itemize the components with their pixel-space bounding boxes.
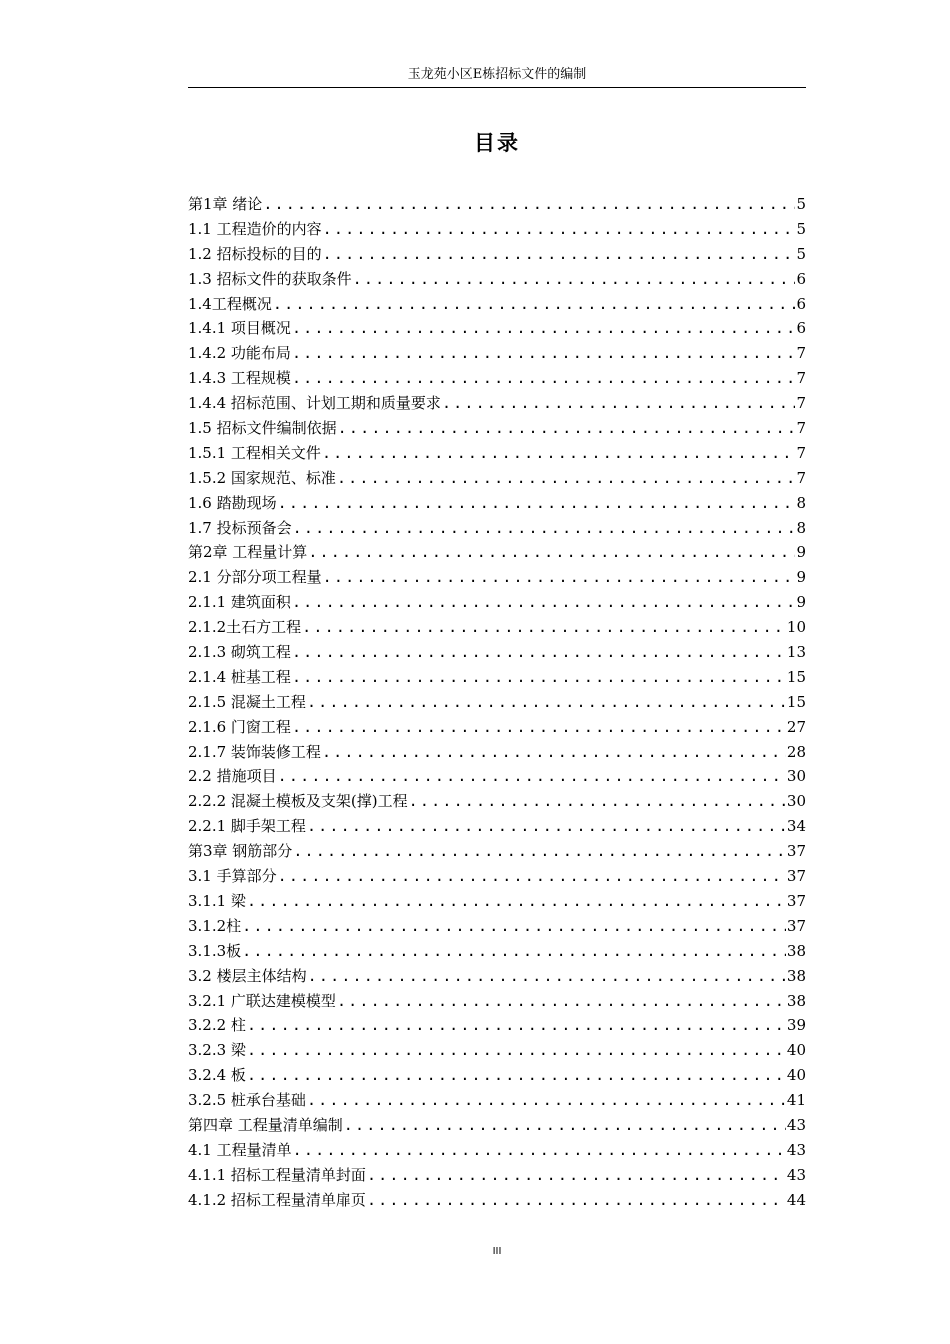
toc-dot-leader [292, 590, 796, 615]
toc-entry-page-number: 10 [786, 618, 806, 637]
toc-dot-leader [278, 491, 796, 516]
toc-entry-page-number: 43 [786, 1115, 806, 1134]
toc-dot-leader [292, 366, 796, 391]
toc-entry-page-number: 9 [796, 568, 806, 587]
toc-entry[interactable] [188, 740, 806, 765]
toc-entry-page-number: 43 [786, 1140, 806, 1159]
toc-entry-page-number: 7 [796, 344, 806, 363]
toc-entry-page-number: 7 [796, 394, 806, 413]
toc-entry[interactable] [188, 267, 806, 292]
toc-entry-page-number: 15 [786, 692, 806, 711]
toc-entry-page-number: 38 [786, 941, 806, 960]
toc-entry-label: 1.4.1 项目概况 [188, 319, 291, 338]
toc-entry[interactable] [188, 590, 806, 615]
toc-entry-page-number: 5 [796, 244, 806, 263]
toc-entry-page-number: 8 [796, 518, 806, 537]
toc-entry[interactable] [188, 1013, 806, 1038]
toc-entry-label: 4.1.1 招标工程量清单封面 [188, 1165, 366, 1184]
toc-dot-leader [247, 1063, 786, 1088]
toc-dot-leader [242, 939, 786, 964]
toc-entry[interactable] [188, 814, 806, 839]
toc-entry-label: 3.1.2柱 [188, 916, 242, 935]
toc-dot-leader [292, 715, 786, 740]
toc-entry-label: 3.2.4 板 [188, 1066, 246, 1085]
toc-entry-page-number: 37 [786, 867, 806, 886]
toc-entry[interactable] [188, 416, 806, 441]
toc-entry-page-number: 43 [786, 1165, 806, 1184]
toc-entry[interactable] [188, 192, 806, 217]
toc-entry-page-number: 6 [796, 319, 806, 338]
toc-entry[interactable] [188, 665, 806, 690]
toc-entry[interactable] [188, 516, 806, 541]
toc-entry[interactable] [188, 914, 806, 939]
toc-dot-leader [338, 416, 796, 441]
toc-dot-leader [308, 540, 795, 565]
toc-entry[interactable] [188, 391, 806, 416]
table-of-contents [188, 192, 806, 1213]
toc-entry-label: 1.7 投标预备会 [188, 518, 292, 537]
toc-entry-label: 第2章 工程量计算 [188, 543, 308, 562]
toc-dot-leader [278, 864, 786, 889]
toc-entry[interactable] [188, 341, 806, 366]
toc-entry-label: 1.6 踏勘现场 [188, 493, 277, 512]
toc-entry[interactable] [188, 690, 806, 715]
toc-entry[interactable] [188, 466, 806, 491]
toc-entry[interactable] [188, 217, 806, 242]
toc-entry[interactable] [188, 939, 806, 964]
toc-dot-leader [293, 516, 796, 541]
toc-entry[interactable] [188, 839, 806, 864]
toc-entry[interactable] [188, 491, 806, 516]
toc-entry-label: 第四章 工程量清单编制 [188, 1115, 343, 1134]
toc-entry-page-number: 30 [786, 792, 806, 811]
toc-entry[interactable] [188, 640, 806, 665]
toc-entry-page-number: 38 [786, 991, 806, 1010]
toc-entry-page-number: 7 [796, 369, 806, 388]
toc-entry-label: 3.2.2 柱 [188, 1016, 246, 1035]
toc-dot-leader [292, 665, 786, 690]
toc-entry-page-number: 40 [786, 1066, 806, 1085]
toc-entry-page-number: 28 [786, 742, 806, 761]
toc-entry-page-number: 15 [786, 667, 806, 686]
toc-entry-label: 2.2 措施项目 [188, 767, 277, 786]
toc-entry-label: 2.1.3 砌筑工程 [188, 643, 291, 662]
toc-dot-leader [307, 1088, 786, 1113]
toc-entry-label: 1.5.2 国家规范、标准 [188, 468, 336, 487]
toc-entry-label: 2.1.6 门窗工程 [188, 717, 291, 736]
toc-entry-label: 4.1 工程量清单 [188, 1140, 292, 1159]
toc-entry[interactable] [188, 1163, 806, 1188]
toc-entry-page-number: 37 [786, 891, 806, 910]
toc-entry-label: 2.2.2 混凝土模板及支架(撑)工程 [188, 792, 408, 811]
toc-entry-page-number: 27 [786, 717, 806, 736]
toc-entry[interactable] [188, 864, 806, 889]
toc-entry[interactable] [188, 1088, 806, 1113]
toc-entry[interactable] [188, 242, 806, 267]
toc-entry-label: 4.1.2 招标工程量清单扉页 [188, 1190, 366, 1209]
toc-entry-label: 1.5 招标文件编制依据 [188, 419, 337, 438]
toc-dot-leader [292, 640, 786, 665]
toc-dot-leader [293, 1138, 786, 1163]
toc-entry-page-number: 9 [796, 543, 806, 562]
toc-entry-page-number: 44 [786, 1190, 806, 1209]
toc-dot-leader [322, 441, 796, 466]
toc-entry-page-number: 30 [786, 767, 806, 786]
toc-entry-page-number: 13 [786, 643, 806, 662]
toc-dot-leader [307, 690, 786, 715]
toc-entry-label: 2.1 分部分项工程量 [188, 568, 322, 587]
toc-dot-leader [293, 839, 786, 864]
toc-entry-page-number: 5 [796, 219, 806, 238]
toc-entry-label: 3.2 楼层主体结构 [188, 966, 307, 985]
toc-entry-page-number: 5 [796, 195, 806, 213]
toc-entry-page-number: 39 [786, 1016, 806, 1035]
toc-dot-leader [263, 192, 795, 217]
toc-entry-page-number: 6 [796, 269, 806, 288]
toc-entry[interactable] [188, 764, 806, 789]
toc-dot-leader [247, 1038, 786, 1063]
toc-entry[interactable] [188, 292, 806, 317]
toc-entry-label: 2.1.2土石方工程 [188, 618, 302, 637]
toc-entry-page-number: 40 [786, 1041, 806, 1060]
toc-dot-leader [292, 316, 796, 341]
toc-entry-label: 1.2 招标投标的目的 [188, 244, 322, 263]
toc-entry-label: 3.2.5 桩承台基础 [188, 1091, 306, 1110]
toc-entry-label: 第3章 钢筋部分 [188, 842, 293, 861]
toc-entry[interactable] [188, 565, 806, 590]
toc-dot-leader [307, 814, 786, 839]
toc-entry[interactable] [188, 441, 806, 466]
toc-entry[interactable] [188, 366, 806, 391]
toc-dot-leader [247, 889, 786, 914]
toc-entry[interactable] [188, 316, 806, 341]
toc-entry-label: 3.1.1 梁 [188, 891, 246, 910]
toc-entry-label: 第1章 绪论 [188, 195, 263, 213]
toc-dot-leader [442, 391, 796, 416]
toc-dot-leader [292, 341, 796, 366]
toc-entry-label: 1.4工程概况 [188, 294, 272, 313]
toc-entry-page-number: 41 [786, 1091, 806, 1110]
toc-entry-label: 3.1.3板 [188, 941, 242, 960]
toc-entry-label: 1.5.1 工程相关文件 [188, 443, 321, 462]
page-number: III [492, 1246, 502, 1257]
toc-dot-leader [242, 914, 786, 939]
toc-dot-leader [337, 466, 796, 491]
toc-entry-page-number: 7 [796, 419, 806, 438]
toc-dot-leader [323, 565, 796, 590]
page-title: 目录 [474, 131, 520, 155]
running-header: 玉龙苑小区E栋招标文件的编制 [407, 67, 587, 82]
toc-entry-label: 2.1.7 装饰装修工程 [188, 742, 321, 761]
toc-entry-label: 1.3 招标文件的获取条件 [188, 269, 352, 288]
toc-dot-leader [323, 217, 796, 242]
toc-entry[interactable] [188, 1138, 806, 1163]
toc-dot-leader [278, 764, 786, 789]
toc-entry-label: 3.2.1 广联达建模模型 [188, 991, 336, 1010]
toc-entry-label: 1.4.4 招标范围、计划工期和质量要求 [188, 394, 441, 413]
toc-entry-label: 2.2.1 脚手架工程 [188, 817, 306, 836]
toc-entry-page-number: 37 [786, 842, 806, 861]
toc-dot-leader [367, 1188, 786, 1213]
toc-entry-page-number: 38 [786, 966, 806, 985]
toc-dot-leader [353, 267, 796, 292]
toc-entry-label: 1.1 工程造价的内容 [188, 219, 322, 238]
toc-entry-label: 2.1.4 桩基工程 [188, 667, 291, 686]
toc-entry[interactable] [188, 789, 806, 814]
toc-dot-leader [308, 964, 786, 989]
toc-entry-page-number: 6 [796, 294, 806, 313]
toc-entry[interactable] [188, 889, 806, 914]
toc-entry[interactable] [188, 1038, 806, 1063]
toc-dot-leader [247, 1013, 786, 1038]
toc-entry[interactable] [188, 1113, 806, 1138]
toc-entry-label: 3.1 手算部分 [188, 867, 277, 886]
toc-entry-label: 2.1.1 建筑面积 [188, 593, 291, 612]
toc-entry[interactable] [188, 540, 806, 565]
toc-entry-page-number: 7 [796, 468, 806, 487]
toc-entry-label: 1.4.3 工程规模 [188, 369, 291, 388]
toc-entry[interactable] [188, 1063, 806, 1088]
toc-dot-leader [367, 1163, 786, 1188]
toc-entry[interactable] [188, 1188, 806, 1213]
toc-entry-label: 3.2.3 梁 [188, 1041, 246, 1060]
toc-dot-leader [344, 1113, 786, 1138]
toc-entry-page-number: 7 [796, 443, 806, 462]
toc-entry-label: 1.4.2 功能布局 [188, 344, 291, 363]
toc-entry-page-number: 9 [796, 593, 806, 612]
toc-entry[interactable] [188, 715, 806, 740]
toc-entry[interactable] [188, 989, 806, 1014]
toc-dot-leader [323, 242, 796, 267]
toc-entry[interactable] [188, 964, 806, 989]
toc-dot-leader [322, 740, 786, 765]
toc-entry-page-number: 37 [786, 916, 806, 935]
header-divider [188, 87, 806, 88]
toc-entry-page-number: 8 [796, 493, 806, 512]
toc-dot-leader [337, 989, 786, 1014]
toc-dot-leader [273, 292, 796, 317]
toc-entry-page-number: 34 [786, 817, 806, 836]
toc-dot-leader [409, 789, 786, 814]
toc-dot-leader [302, 615, 786, 640]
toc-entry[interactable] [188, 615, 806, 640]
toc-entry-label: 2.1.5 混凝土工程 [188, 692, 306, 711]
